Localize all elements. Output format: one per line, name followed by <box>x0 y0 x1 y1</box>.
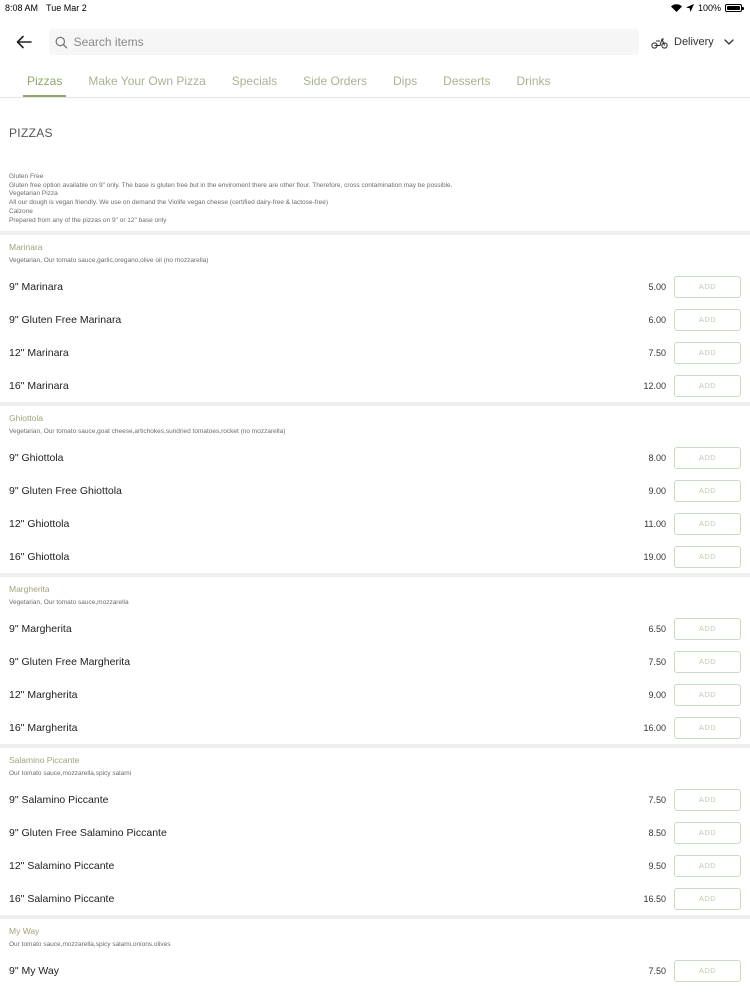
section-title: PIZZAS <box>9 126 53 140</box>
add-button[interactable]: ADD <box>674 276 741 298</box>
item-price: 9.00 <box>648 485 666 496</box>
item-name: 16" Margherita <box>9 721 78 734</box>
add-button[interactable]: ADD <box>674 684 741 706</box>
search-box[interactable] <box>49 29 639 55</box>
menu-item[interactable] <box>0 270 750 303</box>
item-name: 9" Salamino Piccante <box>9 793 109 806</box>
menu-item[interactable] <box>0 336 750 369</box>
item-name: 16" Marinara <box>9 379 69 392</box>
info-line: All our dough is vegan friendly. We use on demand the Violife vegan cheese (certified dairy-free & lactose-free) <box>9 199 329 207</box>
location-arrow-icon <box>686 4 694 12</box>
menu-item[interactable] <box>0 783 750 816</box>
item-price: 16.50 <box>643 893 666 904</box>
status-time: 8:08 AM <box>5 3 39 13</box>
add-button[interactable]: ADD <box>674 822 741 844</box>
status-date: Tue Mar 2 <box>46 3 87 13</box>
add-button[interactable]: ADD <box>674 342 741 364</box>
tab-specials[interactable]: Specials <box>231 74 278 88</box>
item-name: 12" Salamino Piccante <box>9 859 115 872</box>
item-name: 9" Gluten Free Salamino Piccante <box>9 826 167 839</box>
tab-desserts[interactable]: Desserts <box>443 74 491 88</box>
item-name: 9" Gluten Free Marinara <box>9 313 122 326</box>
item-name: 9" Marinara <box>9 280 63 293</box>
menu-item[interactable] <box>0 612 750 645</box>
add-button[interactable]: ADD <box>674 789 741 811</box>
item-name: 9" Margherita <box>9 622 72 635</box>
tab-pizzas[interactable]: Pizzas <box>23 68 66 98</box>
tab-drinks[interactable]: Drinks <box>516 74 551 88</box>
menu-group <box>0 744 750 915</box>
info-line: Gluten Free <box>9 173 44 180</box>
item-price: 9.50 <box>648 860 666 871</box>
item-price: 12.00 <box>643 380 666 391</box>
menu-item[interactable] <box>0 816 750 849</box>
group-description: Our tomato sauce,mozzarella,spicy salami,onions,olives <box>9 941 171 949</box>
add-button[interactable]: ADD <box>674 480 741 502</box>
item-price: 16.00 <box>643 722 666 733</box>
add-button[interactable]: ADD <box>674 447 741 469</box>
group-header <box>0 235 750 270</box>
menu-group <box>0 573 750 744</box>
menu-group <box>0 915 750 987</box>
wifi-icon <box>671 4 682 12</box>
add-button[interactable]: ADD <box>674 651 741 673</box>
item-price: 6.00 <box>648 314 666 325</box>
menu-item[interactable] <box>0 507 750 540</box>
item-price: 11.00 <box>644 518 666 529</box>
add-button[interactable]: ADD <box>674 375 741 397</box>
info-line: Gluten free option available on 9" only. The base is gluten free but in the enviroment there are other flour. Therefore, cross contamination may be possible. <box>9 181 453 189</box>
item-name: 12" Marinara <box>9 346 69 359</box>
item-price: 8.00 <box>648 452 666 463</box>
item-price: 6.50 <box>648 623 666 634</box>
group-name: Margherita <box>9 584 50 595</box>
group-description: Our tomato sauce,mozzarella,spicy salami <box>9 770 132 778</box>
info-line: Vegetarian Pizza <box>9 190 58 198</box>
section-info <box>0 165 750 231</box>
search-input[interactable] <box>74 35 633 49</box>
group-header <box>0 919 750 954</box>
group-name: Ghiottola <box>9 413 44 424</box>
add-button[interactable]: ADD <box>674 546 741 568</box>
tab-dips[interactable]: Dips <box>393 74 418 88</box>
battery-icon <box>725 4 742 12</box>
item-price: 9.00 <box>648 689 666 700</box>
item-price: 5.00 <box>648 281 666 292</box>
add-button[interactable]: ADD <box>674 888 741 910</box>
tab-make-your-own-pizza[interactable]: Make Your Own Pizza <box>88 74 206 88</box>
status-bar <box>0 0 750 16</box>
item-name: 9" Ghiottola <box>9 451 64 464</box>
menu-item[interactable] <box>0 954 750 987</box>
item-price: 7.50 <box>648 656 666 667</box>
delivery-label: Delivery <box>674 36 714 48</box>
item-name: 9" Gluten Free Ghiottola <box>9 484 122 497</box>
item-price: 8.50 <box>648 827 666 838</box>
item-name: 16" Ghiottola <box>9 550 70 563</box>
menu-group <box>0 402 750 573</box>
group-header <box>0 577 750 612</box>
menu-item[interactable] <box>0 540 750 573</box>
menu-item[interactable] <box>0 849 750 882</box>
item-name: 12" Margherita <box>9 688 78 701</box>
group-name: My Way <box>9 926 40 937</box>
item-name: 12" Ghiottola <box>9 517 70 530</box>
group-header <box>0 406 750 441</box>
group-description: Vegetarian, Our tomato sauce,goat cheese,artichokes,sundried tomatoes,rocket (no mozzarella) <box>9 428 286 436</box>
item-price: 7.50 <box>648 794 666 805</box>
item-price: 7.50 <box>648 965 666 976</box>
scooter-icon <box>651 36 668 49</box>
tab-side-orders[interactable]: Side Orders <box>303 74 368 88</box>
menu-item[interactable] <box>0 369 750 402</box>
menu-item[interactable] <box>0 303 750 336</box>
group-header <box>0 748 750 783</box>
chevron-down-icon <box>724 39 734 45</box>
item-price: 7.50 <box>648 347 666 358</box>
menu-item[interactable] <box>0 645 750 678</box>
info-line: Calzone <box>9 207 33 215</box>
menu-item[interactable] <box>0 474 750 507</box>
menu-item[interactable] <box>0 441 750 474</box>
item-price: 19.00 <box>643 551 666 562</box>
delivery-selector[interactable] <box>651 36 734 49</box>
group-description: Vegetarian, Our tomato sauce,mozzarella <box>9 599 129 607</box>
add-button[interactable]: ADD <box>674 855 741 877</box>
search-icon <box>55 36 68 49</box>
add-button[interactable]: ADD <box>674 960 741 982</box>
group-description: Vegetarian, Our tomato sauce,garlic,oregano,olive oil (no mozzarella) <box>9 257 209 265</box>
menu-item[interactable] <box>0 678 750 711</box>
add-button[interactable]: ADD <box>674 309 741 331</box>
add-button[interactable]: ADD <box>674 513 741 535</box>
arrow-left-icon <box>16 35 32 49</box>
item-name: 9" Gluten Free Margherita <box>9 655 131 668</box>
menu-list <box>0 231 750 987</box>
item-name: 9" My Way <box>9 964 60 977</box>
info-line: Prepared from any of the pizzas on 9" or 12" base only <box>9 216 167 224</box>
menu-item[interactable] <box>0 711 750 744</box>
menu-item[interactable] <box>0 882 750 915</box>
battery-percent: 100% <box>697 3 721 13</box>
add-button[interactable]: ADD <box>674 717 741 739</box>
top-bar <box>0 16 750 68</box>
back-button[interactable] <box>12 30 36 54</box>
group-name: Marinara <box>9 242 43 253</box>
item-name: 16" Salamino Piccante <box>9 892 115 905</box>
add-button[interactable]: ADD <box>674 618 741 640</box>
group-name: Salamino Piccante <box>9 755 80 766</box>
menu-group <box>0 231 750 402</box>
category-tabs <box>0 68 750 98</box>
